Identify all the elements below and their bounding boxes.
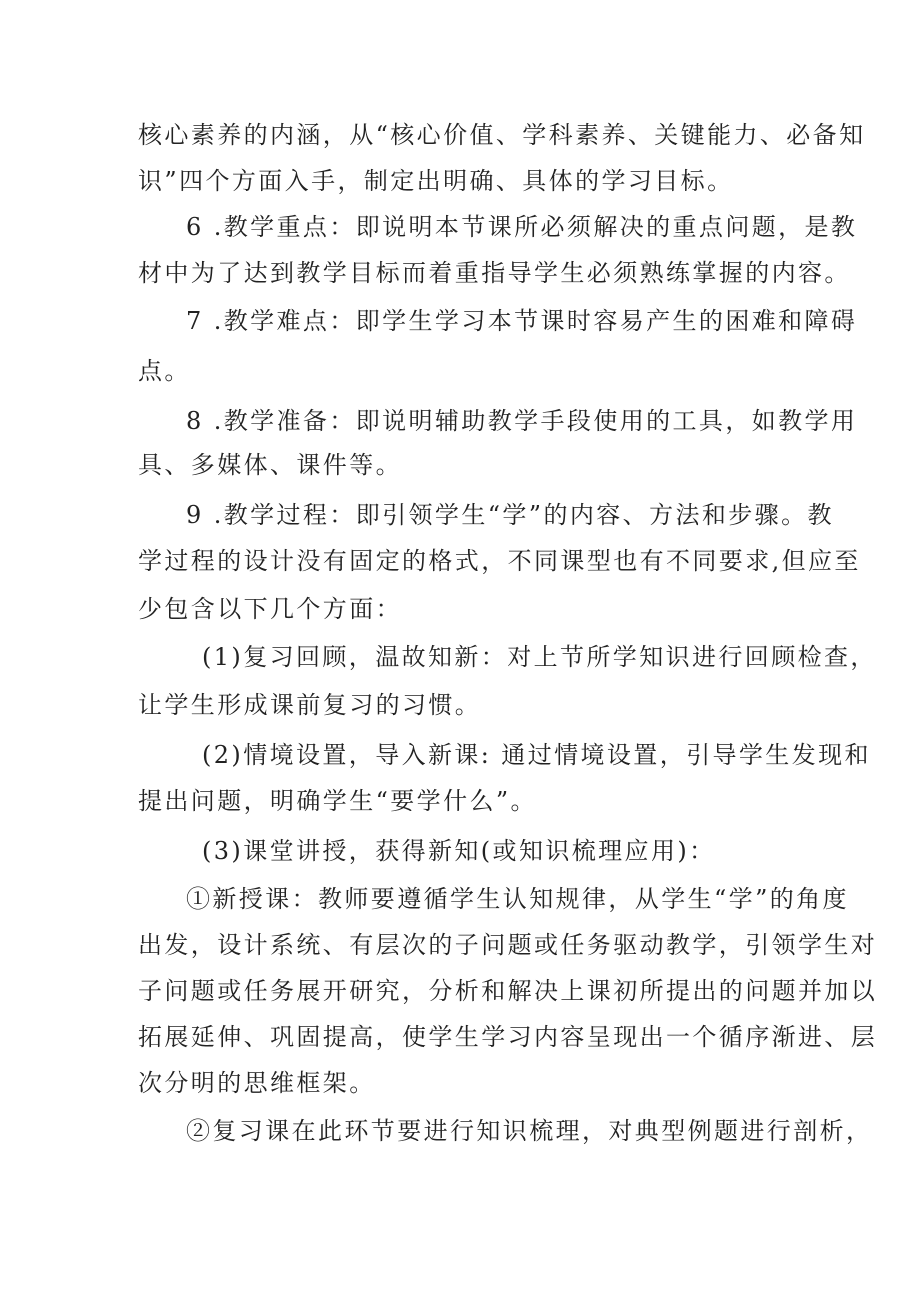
text-line: (3)课堂讲授，获得新知(或知识梳理应用)： <box>202 837 716 865</box>
text-line: 出发，设计系统、有层次的子问题或任务驱动教学，引领学生对 <box>138 931 878 959</box>
text-line: 9 .教学过程：即引领学生“学”的内容、方法和步骤。教 <box>186 501 834 529</box>
text-line: 少包含以下几个方面： <box>138 595 402 623</box>
text-line: 材中为了达到教学目标而着重指导学生必须熟练掌握的内容。 <box>138 259 851 287</box>
text-line: 6 .教学重点：即说明本节课所必须解决的重点问题，是教 <box>186 213 858 241</box>
text-line: 提出问题，明确学生“要学什么”。 <box>138 787 537 815</box>
text-line: 点。 <box>138 357 191 385</box>
text-line: 学过程的设计没有固定的格式，不同课型也有不同要求,但应至 <box>138 547 861 575</box>
text-line: 核心素养的内涵，从“核心价值、学科素养、关键能力、必备知 <box>138 121 866 149</box>
text-line: 识”四个方面入手，制定出明确、具体的学习目标。 <box>138 167 734 195</box>
text-line: 子问题或任务展开研究，分析和解决上课初所提出的问题并加以 <box>138 977 878 1005</box>
text-line: (2)情境设置，导入新课: 通过情境设置，引导学生发现和 <box>202 741 871 769</box>
text-line: 8 .教学准备：即说明辅助教学手段使用的工具，如教学用 <box>186 407 858 435</box>
text-line: 7 .教学难点：即学生学习本节课时容易产生的困难和障碍 <box>186 307 858 335</box>
text-line: (1)复习回顾，温故知新：对上节所学知识进行回顾检查， <box>202 643 877 671</box>
text-line: ①新授课：教师要遵循学生认知规律，从学生“学”的角度 <box>186 885 849 913</box>
text-line: ②复习课在此环节要进行知识梳理，对典型例题进行剖析， <box>186 1117 873 1145</box>
text-line: 次分明的思维框架。 <box>138 1069 376 1097</box>
text-line: 拓展延伸、巩固提高，使学生学习内容呈现出一个循序渐进、层 <box>138 1023 878 1051</box>
text-line: 让学生形成课前复习的习惯。 <box>138 691 482 719</box>
text-line: 具、多媒体、课件等。 <box>138 451 402 479</box>
